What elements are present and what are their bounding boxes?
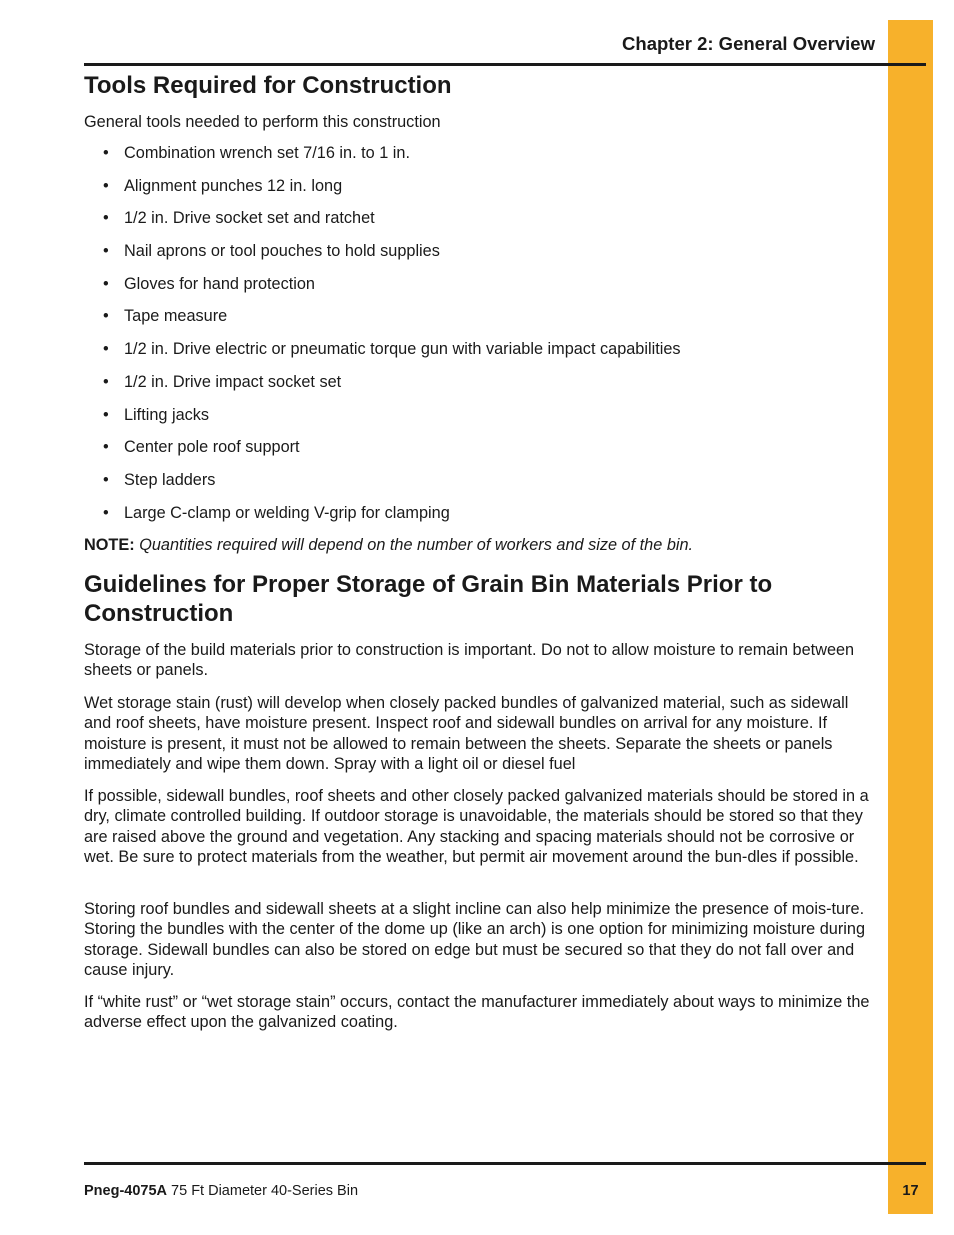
list-item: [84, 143, 681, 176]
section-title-line: Construction: [84, 600, 234, 627]
list-item: [84, 503, 681, 536]
tools-list: [84, 143, 681, 535]
chapter-side-tab: [888, 20, 933, 1214]
bullet: •: [103, 405, 109, 424]
bullet: •: [103, 470, 109, 489]
section-title-tools: Tools Required for Construction: [84, 72, 452, 99]
list-item: [84, 208, 681, 241]
list-item-text: 1/2 in. Drive socket set and ratchet: [124, 209, 375, 228]
note-text: Quantities required will depend on the number of workers and size of the bin.: [139, 536, 694, 554]
list-item-text: Tape measure: [124, 307, 228, 326]
list-item-text: Nail aprons or tool pouches to hold supplies: [124, 242, 440, 261]
bullet: •: [103, 340, 109, 359]
list-item-text: Alignment punches 12 in. long: [124, 176, 343, 195]
list-item-text: Combination wrench set 7/16 in. to 1 in.: [124, 144, 410, 162]
bullet: •: [103, 274, 109, 293]
list-item-text: 1/2 in. Drive impact socket set: [124, 372, 342, 391]
note-label: NOTE:: [84, 536, 135, 554]
page-number: 17: [902, 1183, 919, 1199]
doc-title: 75 Ft Diameter 40-Series Bin: [167, 1183, 359, 1199]
section-title-line: Guidelines for Proper Storage of Grain Bin Materials Prior to: [84, 571, 773, 598]
bullet: •: [103, 209, 109, 228]
paragraph: If possible, sidewall bundles, roof sheets and other closely packed galvanized materials should be stored in a dry, climate controlled building. If outdoor storage is unavoidable, the materials should be stored so that they are raised above the ground and vegetation. Any stacking and spacing materials should not be corrosive or wet. Be sure to protect materials from the weather, but permit air movement around the bun-dles if possible.: [84, 787, 869, 866]
note: [84, 535, 879, 555]
list-item-text: Large C-clamp or welding V-grip for clamping: [124, 503, 450, 522]
paragraph: If “white rust” or “wet storage stain” occurs, contact the manufacturer immediately about ways to minimize the adverse effect upon the galvanized coating.: [84, 993, 870, 1032]
list-item: [84, 339, 681, 372]
chapter-heading: Chapter 2: General Overview: [622, 33, 875, 54]
bullet: •: [103, 176, 109, 195]
bullet: •: [103, 503, 109, 522]
list-item: [84, 274, 681, 307]
tools-intro: General tools needed to perform this construction: [84, 113, 441, 131]
paragraph: Storing roof bundles and sidewall sheets at a slight incline can also help minimize the presence of mois-ture. Storing the bundles with the center of the dome up (like an arch) is one option for minimizing moisture during storage. Sidewall bundles can also be stored on edge but must be secured so that they do not fall over and cause injury.: [84, 900, 866, 979]
footer: [84, 1183, 358, 1199]
paragraph: Wet storage stain (rust) will develop when closely packed bundles of galvanized material, such as sidewall and roof sheets, have moisture present. Inspect roof and sidewall bundles on arrival for any moisture. If moisture is present, it must not be allowed to remain between the sheets. Separate the sheets or panels immediately and wipe them down. Spray with a light oil or diesel fuel: [84, 694, 849, 773]
list-item: [84, 470, 681, 503]
footer-rule: [84, 1162, 926, 1165]
doc-id: Pneg-4075A: [84, 1183, 168, 1199]
bullet: •: [103, 242, 109, 261]
list-item: [84, 241, 681, 274]
list-item-text: Gloves for hand protection: [124, 274, 315, 293]
bullet: •: [103, 307, 109, 326]
bullet: •: [103, 438, 109, 457]
bullet: •: [103, 372, 109, 391]
list-item: [84, 176, 681, 209]
list-item: [84, 405, 681, 438]
list-item: [84, 372, 681, 405]
paragraph: Storage of the build materials prior to construction is important. Do not to allow moisture to remain between sheets or panels.: [84, 641, 855, 680]
section-title-storage: [84, 570, 772, 628]
list-item-text: 1/2 in. Drive electric or pneumatic torque gun with variable impact capabilities: [124, 340, 681, 359]
list-item-text: Step ladders: [124, 470, 216, 489]
header-rule: [84, 63, 926, 66]
list-item-text: Center pole roof support: [124, 438, 300, 457]
list-item: [84, 306, 681, 339]
list-item-text: Lifting jacks: [124, 405, 210, 424]
bullet: •: [103, 144, 109, 162]
list-item: [84, 437, 681, 470]
